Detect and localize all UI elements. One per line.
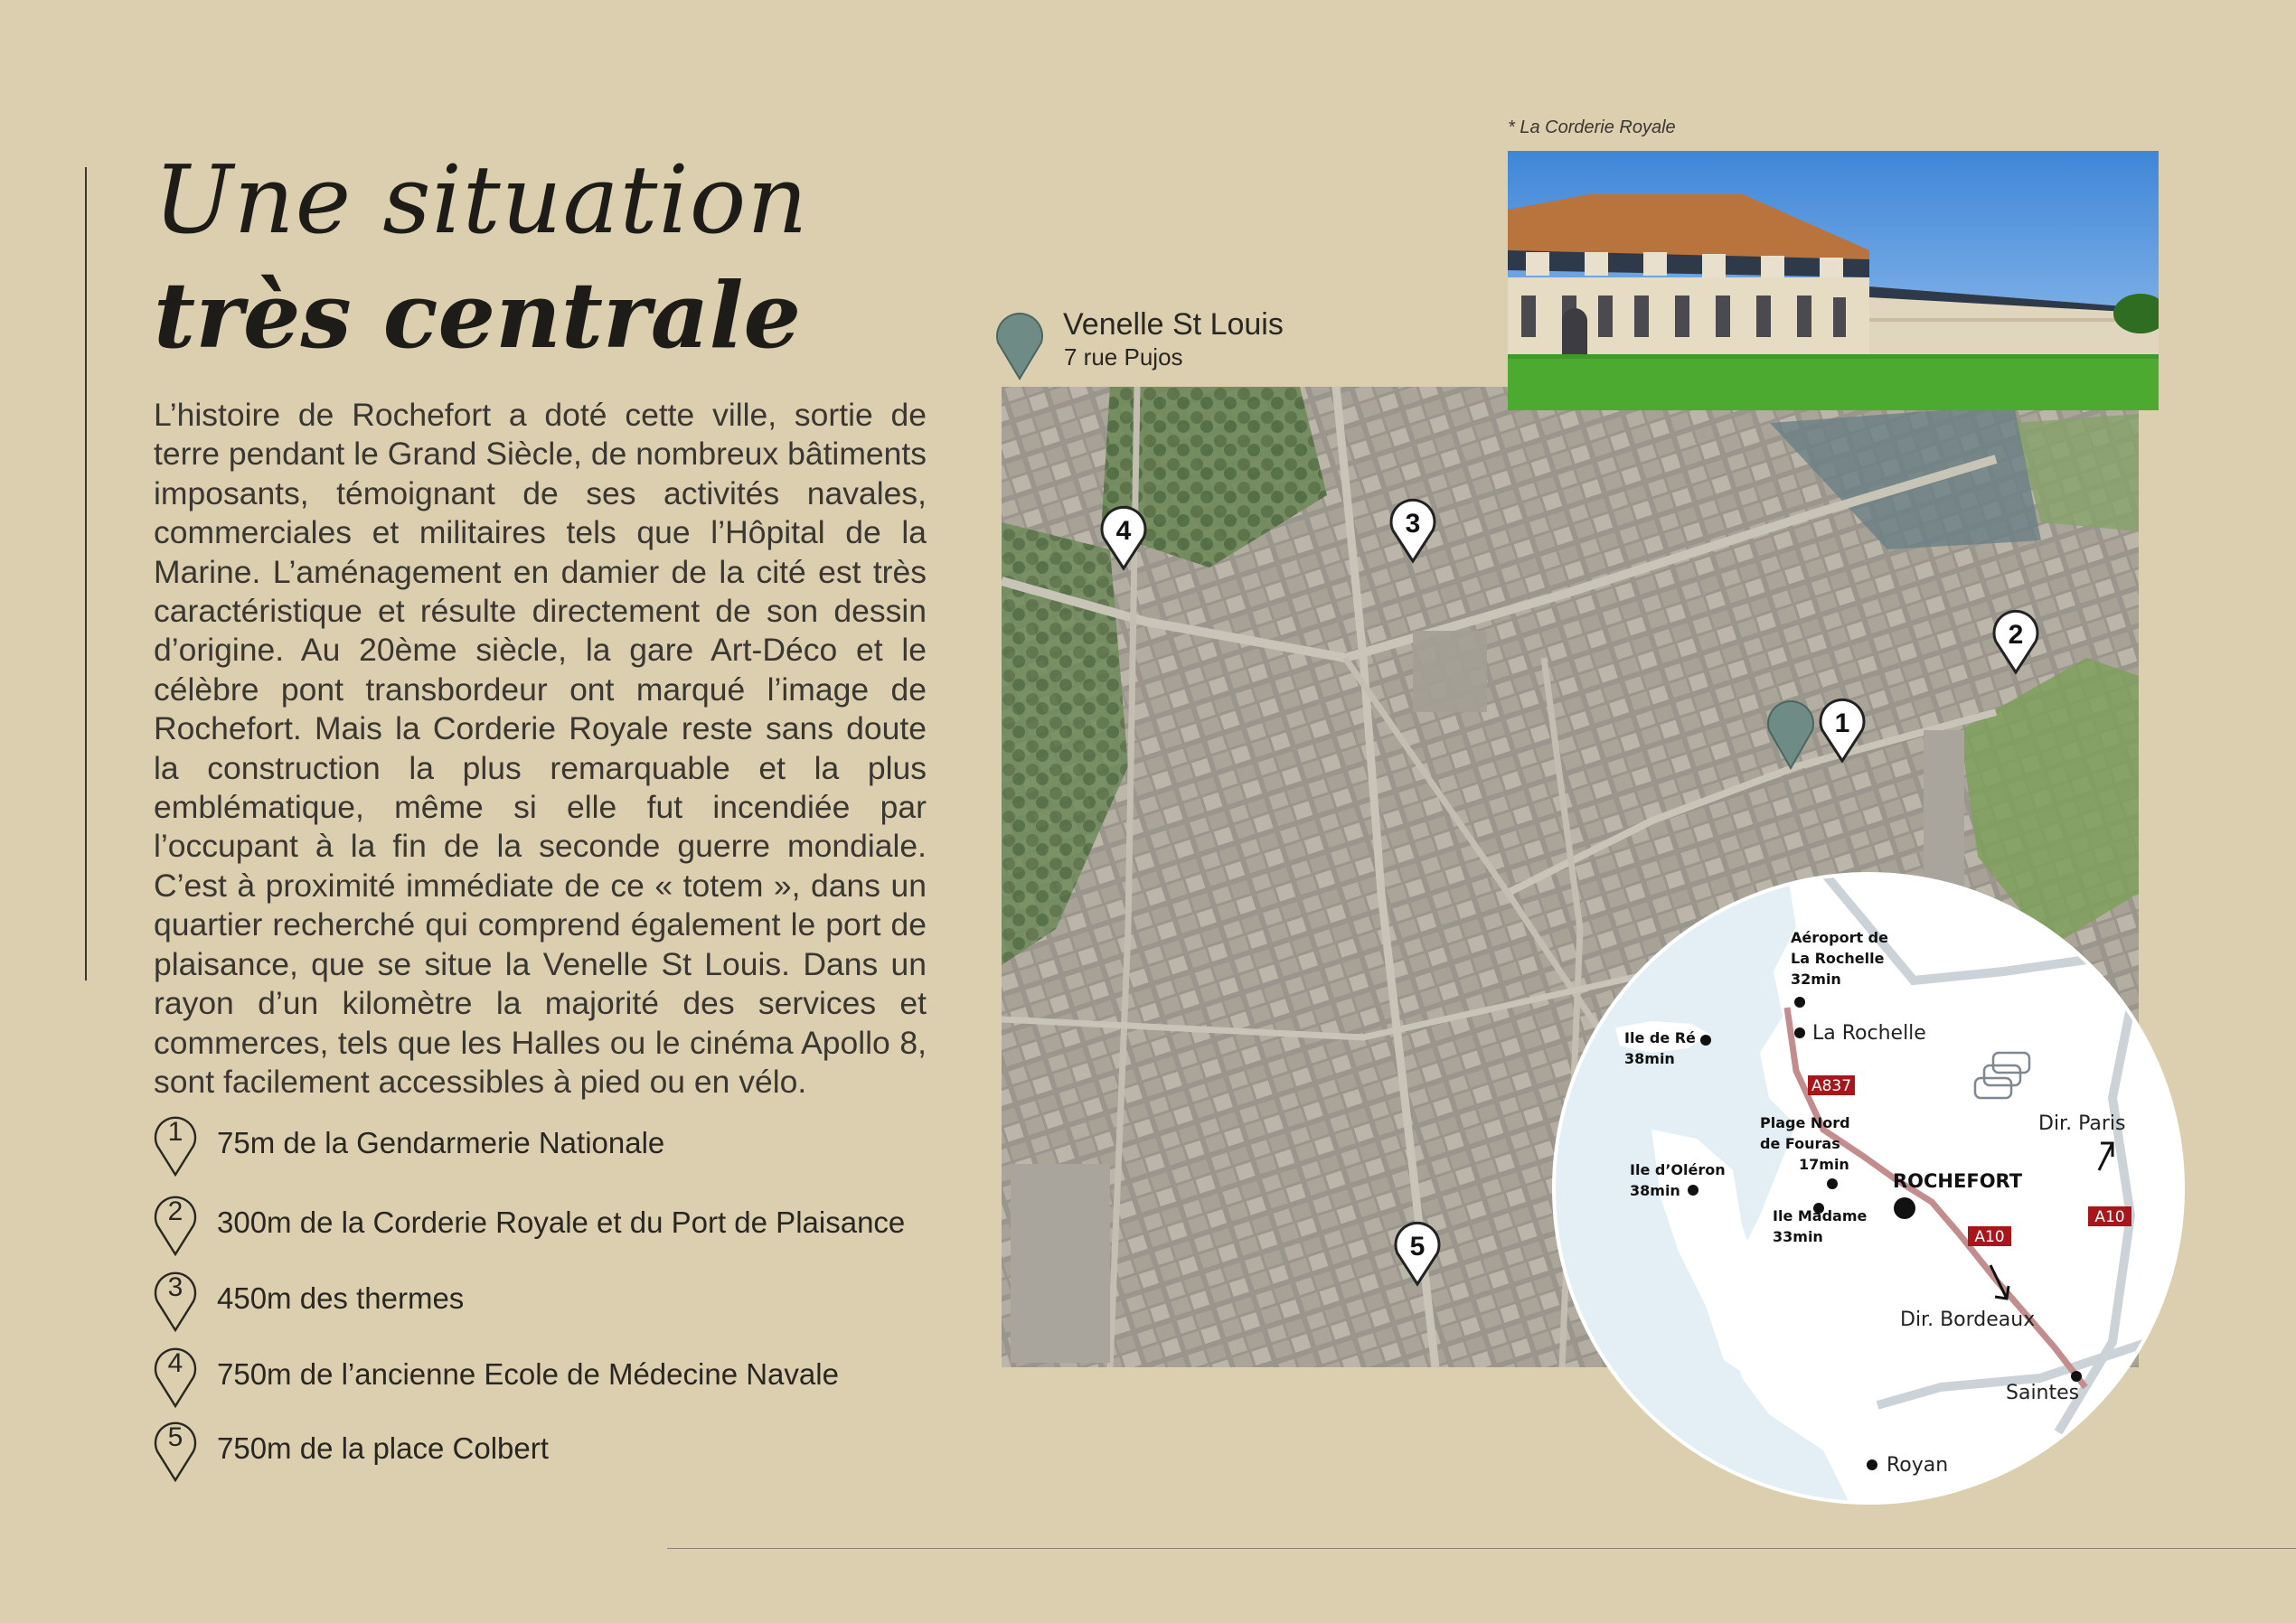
list-item-label: 450m des thermes [217, 1281, 465, 1315]
svg-text:Royan: Royan [1887, 1454, 1949, 1477]
svg-text:32min: 32min [1791, 971, 1841, 988]
road-a10-label: A10 [1974, 1228, 2005, 1246]
bottom-divider [667, 1548, 2296, 1549]
list-item-number: 4 [167, 1348, 183, 1378]
location-name: Venelle St Louis [1063, 307, 1284, 342]
list-item-number: 2 [167, 1196, 183, 1226]
list-item [150, 1189, 964, 1262]
list-item-number: 1 [167, 1117, 183, 1147]
svg-text:2: 2 [2008, 620, 2024, 650]
svg-text:Plage Nord: Plage Nord [1760, 1114, 1850, 1131]
list-item [150, 1341, 964, 1413]
svg-text:3: 3 [1405, 509, 1421, 539]
corderie-royale-image [1508, 151, 2159, 410]
svg-text:4: 4 [1115, 516, 1132, 546]
marker-1[interactable] [1815, 692, 1869, 765]
svg-text:38min: 38min [1624, 1050, 1675, 1067]
list-item-label: 750m de l’ancienne Ecole de Médecine Navale [217, 1357, 839, 1391]
marker-4[interactable] [1096, 500, 1151, 572]
rochefort-label: ROCHEFORT [1893, 1170, 2023, 1192]
list-item-number: 3 [167, 1272, 183, 1302]
regional-map [1552, 872, 2185, 1505]
list-item [150, 1265, 964, 1337]
marker-5[interactable] [1390, 1215, 1444, 1288]
svg-text:Dir. Bordeaux: Dir. Bordeaux [1900, 1309, 2036, 1331]
road-a837-label: A837 [1811, 1077, 1852, 1095]
list-item-label: 75m de la Gendarmerie Nationale [217, 1126, 665, 1159]
page-title-line1: Une situation [154, 145, 809, 255]
svg-text:5: 5 [1409, 1232, 1426, 1262]
list-item [150, 1415, 964, 1487]
photo-caption: * La Corderie Royale [1508, 117, 1676, 137]
svg-text:de Fouras: de Fouras [1760, 1135, 1840, 1152]
svg-text:Saintes: Saintes [2006, 1382, 2080, 1404]
marker-2[interactable] [1989, 604, 2043, 676]
svg-text:La Rochelle: La Rochelle [1791, 950, 1885, 967]
svg-text:Aéroport de: Aéroport de [1791, 929, 1888, 946]
list-item-label: 300m de la Corderie Royale et du Port de Plaisance [217, 1206, 906, 1239]
list-item [150, 1110, 964, 1182]
road-a10-label-2: A10 [2094, 1208, 2125, 1226]
svg-text:38min: 38min [1630, 1182, 1680, 1199]
venelle-location-pin-icon[interactable] [1765, 690, 1816, 770]
location-address: 7 rue Pujos [1064, 343, 1183, 371]
svg-text:Ile Madame: Ile Madame [1773, 1207, 1868, 1224]
list-item-number: 5 [167, 1422, 183, 1452]
location-pin-icon [994, 303, 1045, 380]
marker-3[interactable] [1386, 493, 1440, 565]
accent-vertical-line [85, 167, 87, 980]
svg-text:17min: 17min [1799, 1156, 1849, 1173]
svg-text:33min: 33min [1773, 1228, 1823, 1245]
svg-text:Ile de Ré: Ile de Ré [1624, 1029, 1696, 1046]
body-paragraph: L’histoire de Rochefort a doté cette ville, sortie de terre pendant le Grand Siècle, de nombreux bâtiments imposants, témoignant de ses activités navales, commerciales et militaires tels que l’Hôpital de la Marine. L’aménagement en damier de la cité est très caractéristique et résulte directement de son dessin d’origine. Au 20ème siècle, la gare Art-Déco et le célèbre pont transbordeur ont marqué l’image de Rochefort. Mais la Corderie Royale reste sans doute la construction la plus remarquable et la plus emblématique, même si elle fut incendiée par l’occupant à la fin de la seconde guerre mondiale. C’est à proximité immédiate de ce « totem », dans un quartier recherché qui comprend également le port de plaisance, que se situe la Venelle St Louis. Dans un rayon d’un kilomètre la majorité des services et commerces, tels que les Halles ou le cinéma Apollo 8, sont facilement accessibles à pied ou en vélo. [154, 397, 927, 1100]
svg-text:La Rochelle: La Rochelle [1812, 1022, 1926, 1045]
list-item-label: 750m de la place Colbert [217, 1431, 549, 1465]
page-title-line2: très centrale [154, 262, 802, 369]
corderie-royale-photo [1508, 151, 2159, 410]
svg-text:Ile d’Oléron: Ile d’Oléron [1630, 1161, 1726, 1178]
svg-text:1: 1 [1834, 708, 1850, 738]
regional-map-graphic [1552, 872, 2185, 1505]
svg-text:Dir. Paris: Dir. Paris [2038, 1112, 2126, 1135]
